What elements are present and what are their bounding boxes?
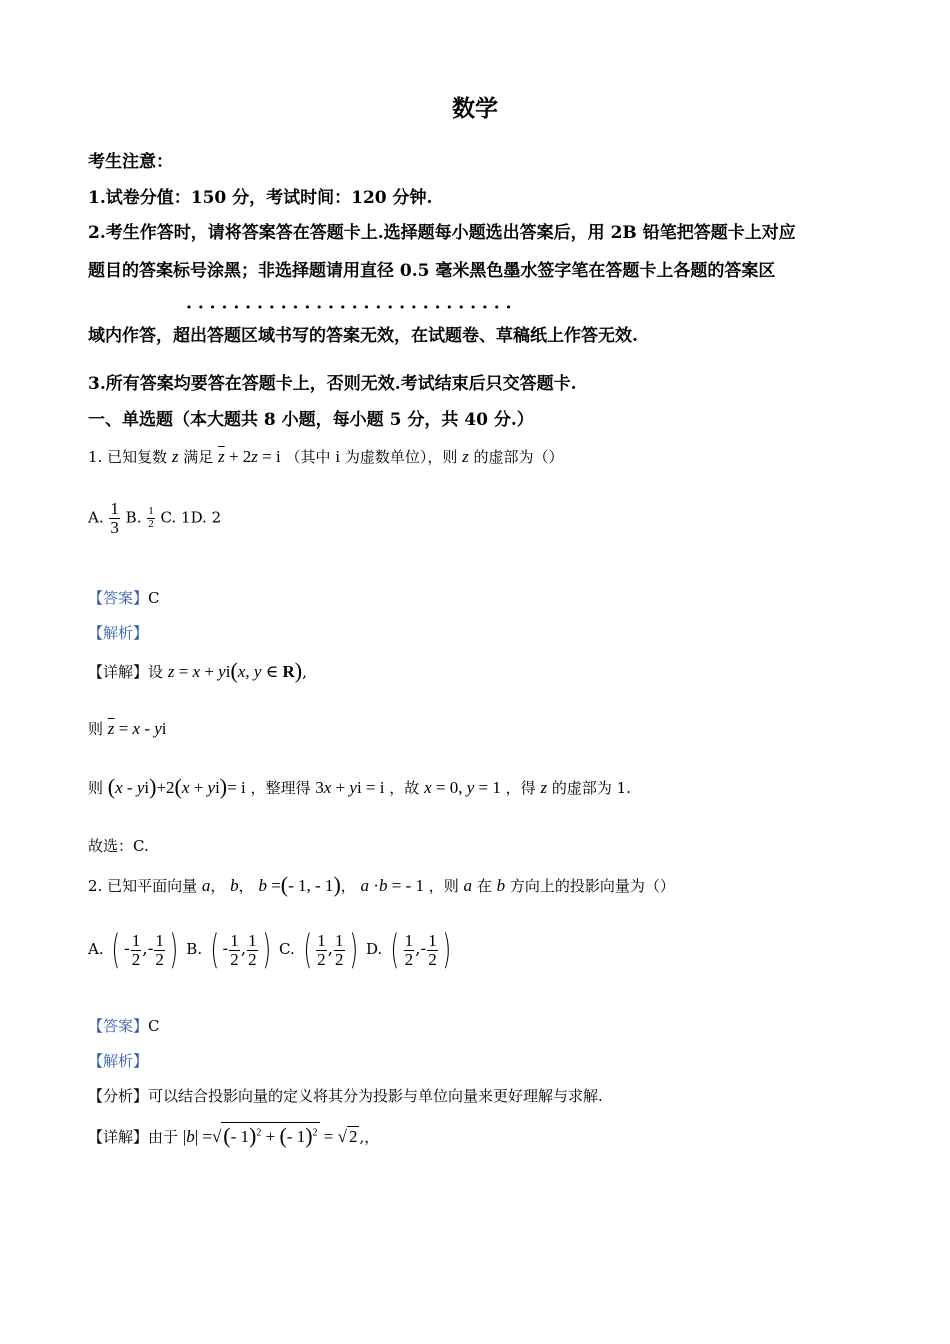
option-d-label: D. xyxy=(365,940,383,958)
imag-text: 的虚部为 1. xyxy=(551,779,631,797)
q2-options: A. ( - $\frac{1}{2}$ ,- $\frac{1}{2}$ ) B. ( - $\frac{1}{2}$ , $\frac{1}{2}$ ) C. ( $\frac{1}{2}$ , $\frac{1}{2}$ ) D. ( $\frac{1}{2}$ ,- $\frac{1}{2}$ ) xyxy=(88,927,451,973)
emphasis-dots: · · · · · · · · · · · · · · · · · · · · · · · · · · · · xyxy=(186,298,512,318)
math-conj: $\overline{z} = x$ - yi xyxy=(107,719,167,738)
math-a: a xyxy=(201,876,211,895)
answer-value: C xyxy=(148,589,160,607)
detail-tag: 【详解】 xyxy=(88,1128,149,1146)
math-magnitude: |b| =√(- 1)$^2$ + (- 1)$^2$ = √ 2 xyxy=(182,1123,358,1148)
q1-paren: （其中 xyxy=(285,448,331,466)
q1-detail-2 xyxy=(88,718,167,739)
q1-conclusion: 故选：C. xyxy=(88,837,149,855)
q2-suffix: 方向上的投影向量为（） xyxy=(509,877,675,895)
notice-heading: 考生注意： xyxy=(88,152,173,172)
q2-detail: 【详解】由于 |b| =√(- 1)$^2$ + (- 1)$^2$ = √ 2 ,， xyxy=(88,1123,380,1148)
option-c-label: C. xyxy=(279,940,295,958)
math-simplified: 3x + yi = i xyxy=(315,778,385,797)
detail-text: 由于 xyxy=(148,1128,179,1146)
option-d-label: D. 2 xyxy=(190,508,222,527)
page-title: 数学 xyxy=(452,95,498,122)
section-heading: 一、单选题（本大题共 8 小题，每小题 5 分，共 40 分.） xyxy=(88,410,534,430)
math-b: b xyxy=(496,876,506,895)
q1-analysis-tag: 【解析】 xyxy=(88,624,149,642)
q1-paren2: 为虚数单位），则 xyxy=(344,448,458,466)
get-text: ，得 xyxy=(505,779,536,797)
option-b-label: B. xyxy=(186,940,203,958)
q2-in: 在 xyxy=(476,877,492,895)
q2-analysis xyxy=(88,1085,603,1106)
notice-item-2-line-3: 域内作答，超出答题区域书写的答案无效，在试题卷、草稿纸上作答无效. xyxy=(88,326,638,346)
question-1 xyxy=(88,446,564,467)
so-text: ，故 xyxy=(389,779,420,797)
answer-tag: 【答案】 xyxy=(88,1017,149,1035)
notice-item-1: 1.试卷分值：150 分，考试时间：120 分钟. xyxy=(88,188,433,208)
then-label: 则 xyxy=(88,720,104,738)
q1-mid: 满足 xyxy=(183,448,214,466)
q1-answer xyxy=(88,587,160,608)
notice-item-2-line-2: 题目的答案标号涂黑；非选择题请用直径 0.5 毫米黑色墨水签字笔在答题卡上各题的答案区 xyxy=(88,261,776,281)
option-b-label: B. xyxy=(125,508,142,527)
answer-tag: 【答案】 xyxy=(88,589,149,607)
analysis-sub-tag: 【分析】 xyxy=(88,1087,149,1105)
q2-prefix: 2. 已知平面向量 xyxy=(88,877,198,895)
q1-options xyxy=(88,500,221,537)
detail-set: 设 xyxy=(148,663,164,681)
q2-analysis-tag: 【解析】 xyxy=(88,1052,149,1070)
simplify-text: ，整理得 xyxy=(250,779,311,797)
math-z-def: z = x + yi(x, y ∈ R) xyxy=(167,658,303,683)
math-b: b xyxy=(230,876,239,895)
fraction-one-third: $\frac{1}{3}$ xyxy=(110,499,119,537)
math-z: z xyxy=(540,778,548,797)
q1-suffix: 的虚部为（） xyxy=(473,448,564,466)
detail-tag: 【详解】 xyxy=(88,663,149,681)
analysis-text: 可以结合投影向量的定义将其分为投影与单位向量来更好理解与求解. xyxy=(148,1087,603,1105)
q1-prefix: 1. 已知复数 xyxy=(88,448,168,466)
math-a: a xyxy=(463,876,473,895)
math-substitution: (x - yi)+2(x + yi)= i xyxy=(107,774,246,799)
notice-item-3: 3.所有答案均要答在答题卡上，否则无效.考试结束后只交答题卡. xyxy=(88,374,577,394)
q2-then: ，则 xyxy=(428,877,459,895)
math-i: i xyxy=(335,447,341,466)
option-c-label: C. 1 xyxy=(160,508,191,527)
question-2: 2. 已知平面向量 a， b， b =(- 1, - 1)， a ·b = - 1 ，则 a 在 b 方向上的投影向量为（） xyxy=(88,872,675,897)
math-z: z xyxy=(171,447,179,466)
q1-detail-3 xyxy=(88,774,631,800)
option-a-label: A. xyxy=(88,940,104,958)
q1-detail-1: 【详解】设 z = x + yi(x, y ∈ R), xyxy=(88,658,307,683)
math-b-value: b =(- 1, - 1) xyxy=(258,872,341,897)
option-a-label: A. xyxy=(88,508,104,527)
math-solution: x = 0, y = 1 xyxy=(424,778,501,797)
then-label-2: 则 xyxy=(88,779,104,797)
math-equation: $\overline{z} + 2z = i$ xyxy=(218,447,281,466)
notice-item-2-line-1: 2.考生作答时，请将答案答在答题卡上.选择题每小题选出答案后，用 2B 铅笔把答题卡上对应 xyxy=(88,223,796,243)
answer-value: C xyxy=(148,1017,160,1035)
math-dot-product: a ·b = - 1 xyxy=(360,876,424,895)
q2-answer xyxy=(88,1015,160,1036)
math-z: z xyxy=(462,447,469,466)
fraction-one-half: $\frac{1}{2}$ xyxy=(148,505,154,530)
